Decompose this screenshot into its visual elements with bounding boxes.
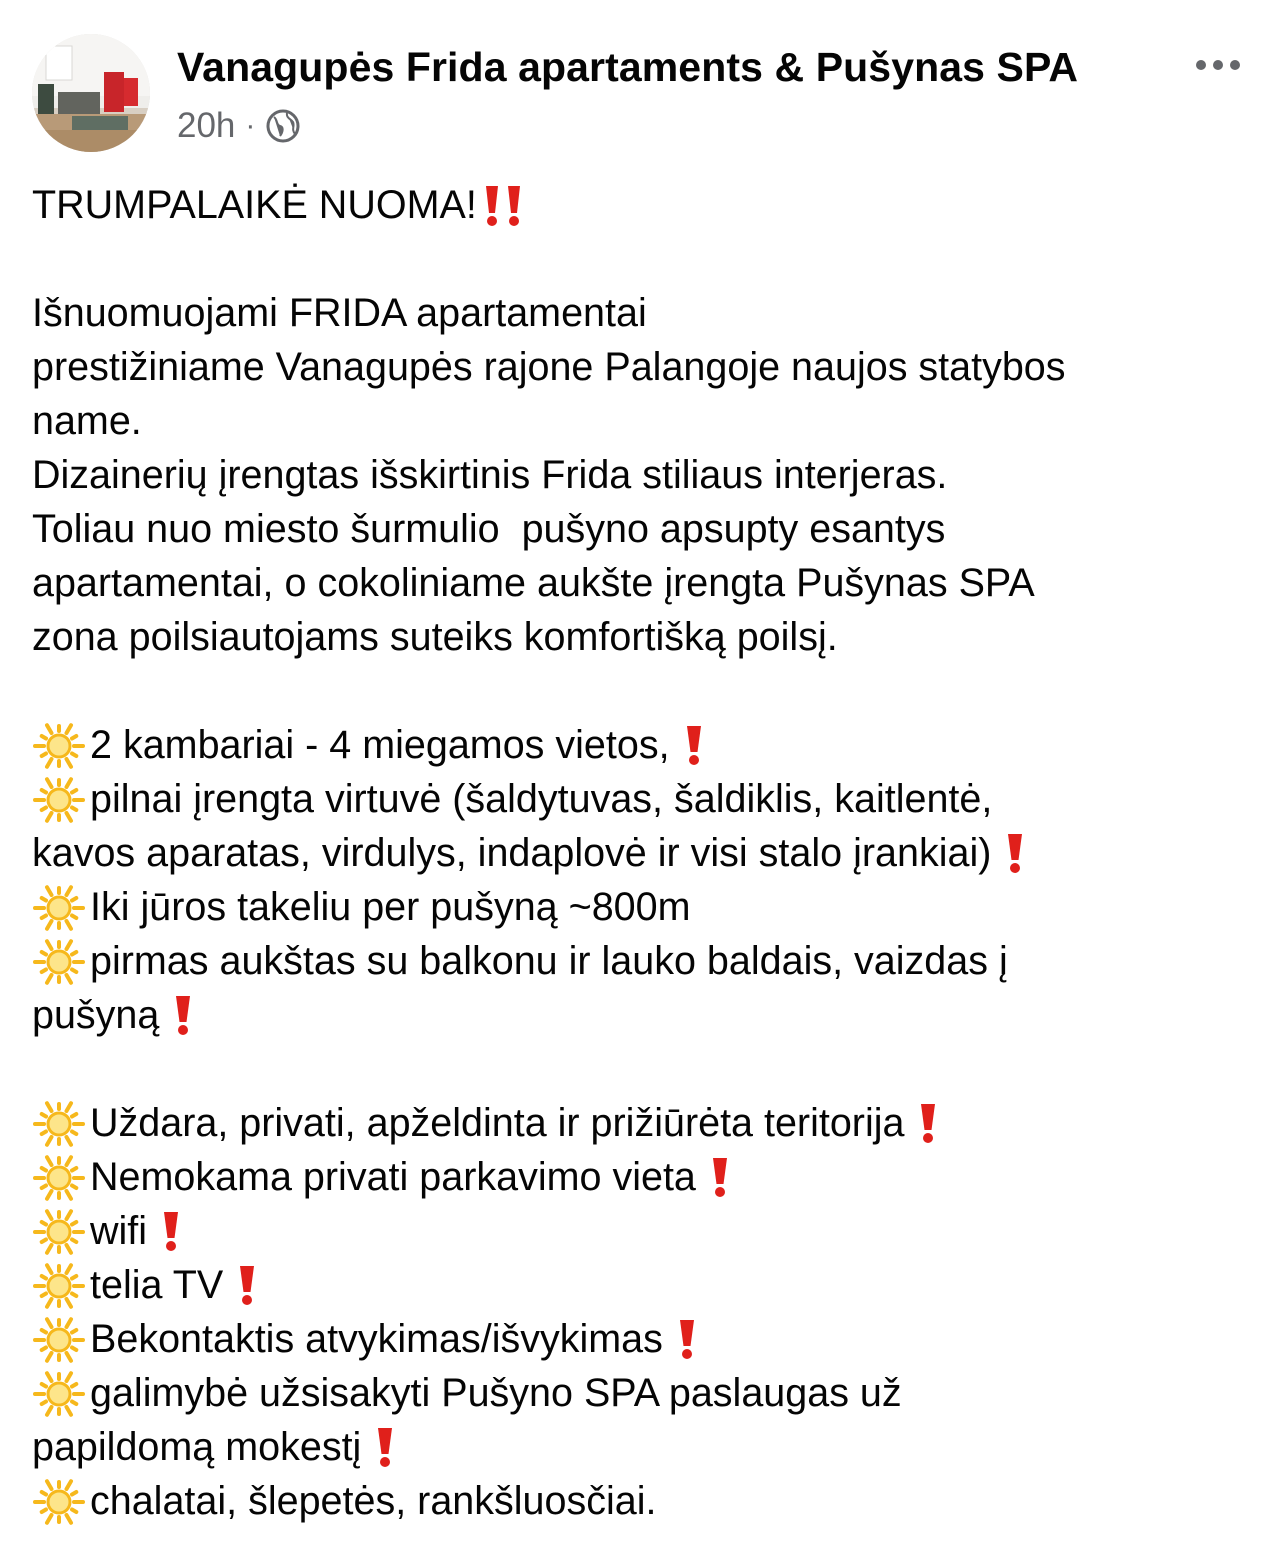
feature-text: wifi — [90, 1209, 148, 1253]
sun-icon — [32, 1204, 90, 1258]
feature-line — [32, 880, 1257, 934]
intro-line: Toliau nuo miesto šurmulio pušyno apsupty esantys — [32, 507, 946, 551]
feature-line — [32, 1420, 1257, 1474]
feature-line — [32, 772, 1257, 826]
intro-line: prestižiniame Vanagupės rajone Palangoje naujos statybos — [32, 345, 1066, 389]
page-avatar[interactable] — [32, 34, 150, 152]
feature-line — [32, 826, 1257, 880]
post-body — [32, 178, 1257, 1528]
exclamation-icon — [916, 1101, 940, 1145]
meta-separator: · — [245, 109, 256, 142]
sun-icon — [32, 1258, 90, 1312]
feature-line — [32, 1312, 1257, 1366]
headline-line — [32, 178, 1257, 232]
feature-line — [32, 1474, 1257, 1528]
more-options-icon[interactable] — [1193, 52, 1243, 78]
intro-line: Dizainerių įrengtas išskirtinis Frida stiliaus interjeras. — [32, 453, 948, 497]
feature-line — [32, 1366, 1257, 1420]
avatar-room-photo — [32, 34, 150, 152]
feature-line — [32, 934, 1257, 988]
sun-icon — [32, 1366, 90, 1420]
intro-line: apartamentai, o cokoliniame aukšte įrengta Pušynas SPA — [32, 561, 1035, 605]
spacer — [32, 232, 1257, 286]
feature-text: papildomą mokestį — [32, 1425, 362, 1469]
feature-text: chalatai, šlepetės, rankšluosčiai. — [90, 1479, 657, 1523]
exclamation-icon — [1003, 831, 1027, 875]
exclamation-icon — [682, 723, 706, 767]
feature-text: pušyną — [32, 993, 160, 1037]
spacer — [32, 664, 1257, 718]
feature-text: 2 kambariai - 4 miegamos vietos, — [90, 723, 670, 767]
feature-text: Bekontaktis atvykimas/išvykimas — [90, 1317, 663, 1361]
intro-line: name. — [32, 399, 142, 443]
feature-line — [32, 1258, 1257, 1312]
sun-icon — [32, 880, 90, 934]
sun-icon — [32, 934, 90, 988]
feature-text: galimybė užsisakyti Pušyno SPA paslaugas už — [90, 1371, 902, 1415]
feature-text: pilnai įrengta virtuvė (šaldytuvas, šaldiklis, kaitlentė, — [90, 777, 993, 821]
exclamation-icon — [171, 993, 195, 1037]
sun-icon — [32, 1474, 90, 1528]
post-headline: TRUMPALAIKĖ NUOMA! — [32, 183, 477, 227]
exclamation-icon — [159, 1209, 183, 1253]
feature-line — [32, 1096, 1257, 1150]
sun-icon — [32, 1312, 90, 1366]
sun-icon — [32, 772, 90, 826]
intro-line: Išnuomuojami FRIDA apartamentai — [32, 291, 647, 335]
feature-text: Nemokama privati parkavimo vieta — [90, 1155, 696, 1199]
intro-line: zona poilsiautojams suteiks komfortišką poilsį. — [32, 615, 838, 659]
feature-text: Uždara, privati, apželdinta ir prižiūrėta teritorija — [90, 1101, 905, 1145]
exclamation-icon — [708, 1155, 732, 1199]
globe-icon[interactable] — [265, 108, 301, 144]
spacer — [32, 1042, 1257, 1096]
sun-icon — [32, 1150, 90, 1204]
sun-icon — [32, 1096, 90, 1150]
feature-text: telia TV — [90, 1263, 224, 1307]
feature-line — [32, 988, 1257, 1042]
feature-text: kavos aparatas, virdulys, indaplovė ir visi stalo įrankiai) — [32, 831, 992, 875]
exclamation-icon — [235, 1263, 259, 1307]
exclamation-icon — [373, 1425, 397, 1469]
bottom-fade — [0, 1525, 1285, 1549]
exclamation-icon — [675, 1317, 699, 1361]
feature-line — [32, 1204, 1257, 1258]
feature-line — [32, 1150, 1257, 1204]
page-name[interactable]: Vanagupės Frida apartaments & Pušynas SPA — [177, 44, 1079, 90]
post-header — [32, 34, 1257, 158]
feature-text: pirmas aukštas su balkonu ir lauko baldais, vaizdas į — [90, 939, 1008, 983]
feature-line — [32, 718, 1257, 772]
double-exclamation-icon — [481, 182, 529, 228]
feature-text: Iki jūros takeliu per pušyną ~800m — [90, 885, 691, 929]
sun-icon — [32, 718, 90, 772]
post-meta — [177, 104, 301, 148]
post-timestamp[interactable]: 20h — [177, 106, 236, 145]
